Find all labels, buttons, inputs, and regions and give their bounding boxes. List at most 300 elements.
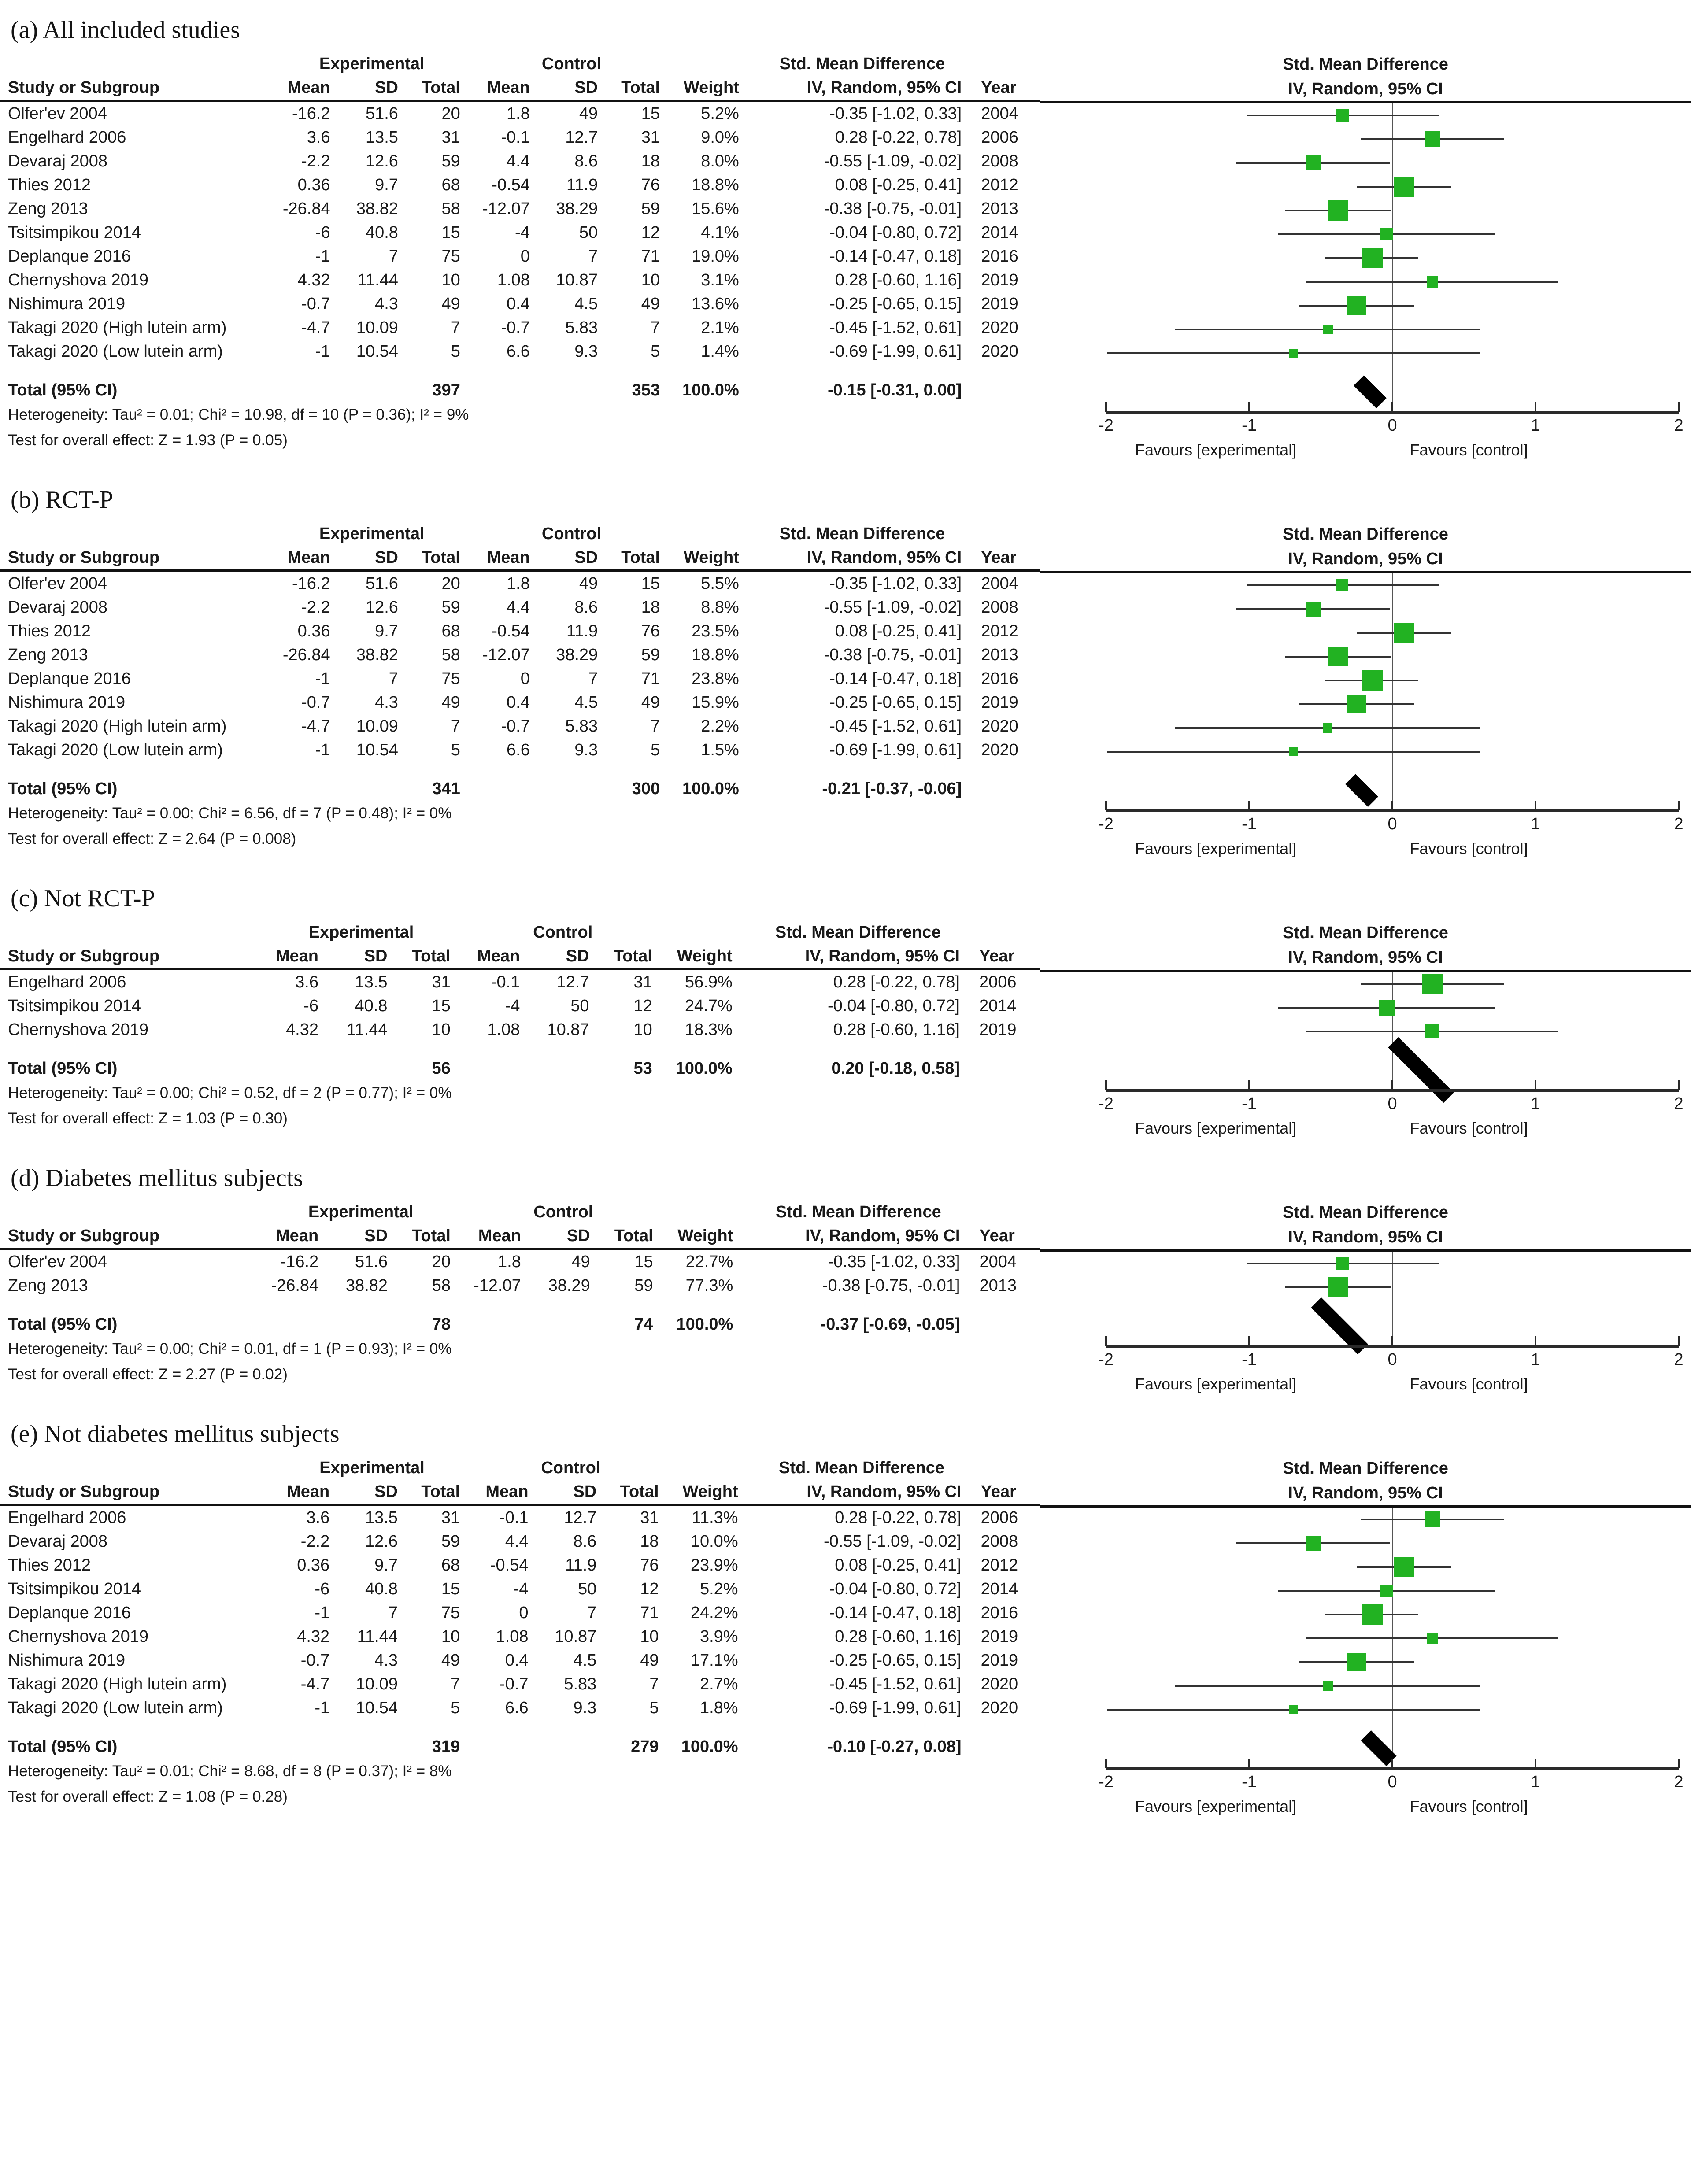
data-table-wrap-a: [0, 52, 1040, 453]
cell-ctl-mean: 1.08: [496, 1627, 529, 1646]
header-ctl-mean: Mean: [462, 1224, 533, 1249]
study-marker-square: [1422, 974, 1443, 994]
cell-exp-sd: 9.7: [375, 622, 398, 640]
cell-total-label: Total (95% CI): [8, 1737, 118, 1756]
table-total-row: [0, 378, 1040, 402]
cell-exp-mean: 0.36: [297, 176, 330, 194]
x-axis-tick: [1678, 1080, 1680, 1090]
cell-study: Devaraj 2008: [8, 1532, 108, 1551]
cell-exp-total: 10: [432, 1020, 451, 1039]
cell-effect: -0.45 [-1.52, 0.61]: [829, 318, 962, 337]
cell-exp-mean: 0.36: [297, 622, 330, 640]
cell-year: 2016: [981, 669, 1018, 688]
heterogeneity-note: Heterogeneity: Tau² = 0.01; Chi² = 8.68, df = 8 (P = 0.37); I² = 8%: [8, 1763, 452, 1780]
cell-ctl-mean: -12.07: [482, 646, 530, 664]
cell-exp-sd: 7: [389, 669, 398, 688]
study-marker-square: [1394, 1557, 1414, 1577]
cell-ctl-total: 59: [641, 646, 660, 664]
cell-effect: -0.04 [-0.80, 0.72]: [829, 1580, 962, 1598]
favours-control-label: Favours [control]: [1410, 839, 1528, 857]
cell-effect: 0.28 [-0.22, 0.78]: [835, 128, 962, 147]
cell-total-ctl-total: 74: [634, 1315, 653, 1334]
spacer-head: [0, 522, 272, 546]
header-effect-measure: Std. Mean Difference: [779, 1459, 945, 1477]
cell-weight: 13.6%: [692, 295, 739, 313]
cell-total-blank4: [533, 1312, 602, 1336]
cell-year: 2019: [981, 693, 1018, 712]
cell-total-blank1: [259, 1312, 330, 1336]
study-marker-square: [1328, 647, 1348, 667]
header-exp-total: Total: [410, 76, 472, 101]
table-group-header-row: [0, 1200, 1040, 1224]
header-effect-method: IV, Random, 95% CI: [750, 1480, 974, 1505]
cell-study: Thies 2012: [8, 1556, 91, 1574]
cell-ctl-total: 76: [641, 176, 660, 194]
cell-exp-sd: 4.3: [375, 693, 398, 712]
cell-exp-total: 7: [451, 1675, 460, 1693]
cell-total-exp-total: 397: [432, 381, 460, 399]
header-exp-sd: SD: [342, 546, 410, 571]
cell-year: 2006: [981, 1508, 1018, 1527]
cell-ctl-mean: -4: [515, 223, 530, 242]
plot-header-title: Std. Mean Difference: [1283, 924, 1448, 942]
panel-title-b: (b) RCT-P: [11, 486, 113, 514]
study-marker-square: [1289, 747, 1298, 756]
study-marker-square: [1323, 325, 1333, 334]
header-exp-sd: SD: [330, 1224, 399, 1249]
x-axis-tick-label: -2: [1099, 815, 1114, 833]
cell-weight: 8.0%: [701, 152, 739, 170]
cell-effect: -0.04 [-0.80, 0.72]: [829, 223, 962, 242]
table-row: [0, 595, 1040, 619]
study-marker-square: [1306, 602, 1321, 616]
cell-effect: 0.08 [-0.25, 0.41]: [835, 1556, 962, 1574]
header-exp-total: Total: [399, 944, 462, 969]
cell-year: 2016: [981, 247, 1018, 266]
cell-exp-mean: -4.7: [301, 318, 330, 337]
summary-diamond: [1388, 1037, 1454, 1103]
cell-exp-total: 59: [441, 598, 460, 617]
header-exp-total: Total: [409, 1480, 471, 1505]
cell-ctl-mean: 1.08: [497, 271, 530, 289]
cell-study: Olfer'ev 2004: [8, 1253, 107, 1271]
x-axis-tick: [1391, 1759, 1393, 1768]
cell-total-exp-total: 319: [432, 1737, 460, 1756]
cell-ctl-total: 71: [641, 669, 660, 688]
cell-total-blank4: [540, 1735, 608, 1759]
cell-weight: 23.5%: [692, 622, 739, 640]
x-axis-tick-label: -2: [1099, 1773, 1114, 1791]
x-axis-tick: [1248, 1080, 1250, 1090]
x-axis-tick-label: -1: [1242, 815, 1257, 833]
table-column-header-row: [0, 546, 1040, 571]
cell-study: Tsitsimpikou 2014: [8, 223, 141, 242]
header-experimental: Experimental: [308, 1203, 414, 1221]
header-ctl-mean: Mean: [471, 1480, 540, 1505]
cell-weight: 56.9%: [685, 973, 733, 991]
x-axis-tick: [1678, 402, 1680, 412]
cell-exp-total: 75: [441, 247, 460, 266]
header-ctl-total: Total: [602, 1224, 665, 1249]
spacer-cell: [0, 1720, 1040, 1735]
header-exp-mean: Mean: [272, 546, 342, 571]
cell-effect: -0.14 [-0.47, 0.18]: [829, 1604, 962, 1622]
cell-ctl-mean: 6.6: [507, 342, 530, 361]
cell-study: Devaraj 2008: [8, 152, 108, 170]
x-axis-tick: [1535, 801, 1536, 810]
header-effect-measure: Std. Mean Difference: [775, 1203, 941, 1221]
x-axis-tick-label: 2: [1674, 1773, 1684, 1791]
x-axis-tick-label: 1: [1531, 1094, 1540, 1113]
favours-control-label: Favours [control]: [1410, 441, 1528, 459]
cell-effect: 0.08 [-0.25, 0.41]: [835, 622, 962, 640]
cell-exp-sd: 12.6: [365, 152, 398, 170]
cell-year: 2004: [979, 1253, 1017, 1271]
cell-ctl-mean: 0: [519, 1604, 529, 1622]
cell-year: 2013: [981, 200, 1018, 218]
cell-exp-mean: -1: [315, 1699, 330, 1717]
study-marker-square: [1425, 1511, 1440, 1527]
study-marker-square: [1362, 670, 1383, 691]
cell-ctl-sd: 5.83: [564, 1675, 597, 1693]
header-experimental: Experimental: [319, 55, 425, 73]
cell-total-blank2: [342, 777, 410, 801]
cell-study: Nishimura 2019: [8, 295, 126, 313]
cell-total-blank3: [462, 1057, 532, 1080]
cell-ctl-sd: 7: [588, 247, 598, 266]
table-row: [0, 268, 1040, 292]
cell-exp-sd: 13.5: [365, 1508, 398, 1527]
cell-total-ctl-total: 53: [633, 1059, 652, 1078]
study-marker-square: [1336, 109, 1349, 122]
cell-weight: 9.0%: [701, 128, 739, 147]
cell-weight: 5.5%: [701, 574, 739, 593]
plot-header-model: IV, Random, 95% CI: [1288, 1484, 1443, 1502]
cell-total-effect: -0.15 [-0.31, 0.00]: [828, 381, 962, 399]
plot-header-title: Std. Mean Difference: [1283, 525, 1448, 543]
table-row: [0, 1696, 1040, 1720]
cell-exp-sd: 11.44: [357, 271, 398, 289]
cell-year: 2020: [981, 318, 1018, 337]
x-axis-tick-label: 2: [1674, 416, 1684, 435]
cell-weight: 18.8%: [692, 646, 739, 664]
cell-year: 2019: [981, 271, 1018, 289]
cell-exp-mean: -16.2: [292, 104, 330, 123]
study-marker-square: [1379, 1000, 1394, 1015]
cell-ctl-sd: 5.83: [565, 318, 598, 337]
forest-plot-canvas: [1040, 573, 1691, 867]
favours-experimental-label: Favours [experimental]: [1135, 1797, 1297, 1815]
table-row: [0, 643, 1040, 667]
table-total-row: [0, 777, 1040, 801]
table-row: [0, 173, 1040, 197]
cell-exp-sd: 51.6: [365, 574, 398, 593]
x-axis-tick: [1105, 801, 1107, 810]
cell-ctl-mean: 0.4: [507, 693, 530, 712]
cell-ctl-mean: 0: [520, 247, 530, 266]
cell-weight: 2.7%: [699, 1675, 738, 1693]
table-row: [0, 316, 1040, 340]
table-row: [0, 1648, 1040, 1672]
table-column-header-row: [0, 1224, 1040, 1249]
cell-ctl-total: 15: [641, 574, 660, 593]
cell-weight: 18.8%: [692, 176, 739, 194]
cell-total-blank2: [330, 1057, 399, 1080]
cell-ctl-mean: 4.4: [507, 152, 530, 170]
panel-gap: [0, 1146, 1691, 1164]
cell-year: 2006: [979, 973, 1017, 991]
cell-total-exp-total: 341: [432, 780, 460, 798]
x-axis-tick: [1678, 1759, 1680, 1768]
cell-exp-sd: 7: [389, 247, 398, 266]
header-ctl-total: Total: [609, 546, 671, 571]
cell-exp-mean: 0.36: [297, 1556, 330, 1574]
header-weight: Weight: [664, 944, 744, 969]
cell-weight: 15.9%: [692, 693, 739, 712]
header-year-blank: [972, 1200, 1040, 1224]
panel-c: [0, 884, 1691, 1146]
study-marker-square: [1427, 1633, 1438, 1644]
plot-header-model: IV, Random, 95% CI: [1288, 1228, 1443, 1246]
forest-plot-canvas: [1040, 1252, 1691, 1402]
cell-ctl-total: 18: [641, 598, 660, 617]
spacer-cell: [0, 363, 1040, 378]
x-axis-tick: [1678, 1336, 1680, 1346]
cell-exp-total: 31: [441, 1508, 460, 1527]
study-marker-square: [1336, 1257, 1349, 1271]
study-marker-square: [1347, 695, 1366, 713]
cell-study: Tsitsimpikou 2014: [8, 1580, 141, 1598]
data-table-wrap-e: [0, 1456, 1040, 1810]
cell-ctl-total: 7: [650, 318, 660, 337]
cell-exp-total: 20: [441, 104, 460, 123]
cell-total-blank1: [272, 378, 342, 402]
study-marker-square: [1425, 1024, 1439, 1038]
cell-weight: 23.9%: [690, 1556, 738, 1574]
cell-total-year: [972, 1057, 1040, 1080]
cell-ctl-mean: 6.6: [505, 1699, 529, 1717]
header-weight-blank: [665, 1200, 745, 1224]
table-spacer-row: [0, 1042, 1040, 1057]
table-row: [0, 292, 1040, 316]
cell-ctl-total: 10: [640, 1627, 659, 1646]
cell-weight: 4.1%: [701, 223, 739, 242]
favours-experimental-label: Favours [experimental]: [1135, 1375, 1297, 1393]
cell-year: 2008: [981, 152, 1018, 170]
cell-exp-sd: 38.82: [356, 646, 398, 664]
data-table-wrap-d: [0, 1200, 1040, 1387]
x-axis-tick: [1678, 801, 1680, 810]
cell-ctl-mean: -0.1: [501, 128, 530, 147]
cell-exp-total: 59: [441, 1532, 460, 1551]
cell-effect: 0.28 [-0.60, 1.16]: [835, 271, 962, 289]
data-table-d: [0, 1200, 1040, 1336]
cell-exp-sd: 10.09: [355, 1675, 398, 1693]
header-study: Study or Subgroup: [0, 1224, 259, 1249]
cell-effect: -0.69 [-1.99, 0.61]: [829, 741, 962, 759]
study-marker-square: [1380, 228, 1393, 240]
header-weight: Weight: [671, 76, 751, 101]
cell-total-year: [974, 1735, 1040, 1759]
table-row: [0, 340, 1040, 363]
cell-exp-sd: 9.7: [375, 176, 398, 194]
header-year-blank: [974, 52, 1040, 76]
plot-header-model: IV, Random, 95% CI: [1288, 80, 1443, 98]
cell-exp-mean: -26.84: [282, 200, 330, 218]
cell-weight: 5.2%: [701, 104, 739, 123]
header-exp-mean: Mean: [272, 76, 342, 101]
cell-year: 2020: [981, 741, 1018, 759]
table-row: [0, 101, 1040, 126]
cell-ctl-mean: -0.54: [490, 1556, 529, 1574]
study-marker-square: [1306, 1536, 1321, 1551]
header-ctl-total: Total: [609, 76, 671, 101]
panel-e: [0, 1420, 1691, 1825]
forest-plot-canvas: [1040, 103, 1691, 468]
header-effect-method: IV, Random, 95% CI: [751, 546, 974, 571]
header-control: Control: [541, 1459, 601, 1477]
cell-effect: 0.28 [-0.22, 0.78]: [833, 973, 960, 991]
cell-effect: -0.55 [-1.09, -0.02]: [823, 1532, 962, 1551]
x-axis-tick: [1248, 1759, 1250, 1768]
heterogeneity-note: Heterogeneity: Tau² = 0.00; Chi² = 6.56, df = 7 (P = 0.48); I² = 0%: [8, 805, 452, 822]
cell-effect: -0.14 [-0.47, 0.18]: [829, 247, 962, 266]
cell-effect: -0.69 [-1.99, 0.61]: [829, 1699, 962, 1717]
table-spacer-row: [0, 1720, 1040, 1735]
header-year-blank: [972, 920, 1040, 944]
cell-exp-total: 5: [451, 342, 460, 361]
study-marker-square: [1347, 296, 1366, 315]
cell-year: 2020: [981, 1675, 1018, 1693]
cell-year: 2013: [979, 1276, 1017, 1295]
cell-study: Zeng 2013: [8, 200, 88, 218]
cell-study: Takagi 2020 (Low lutein arm): [8, 741, 223, 759]
overall-effect-note: Test for overall effect: Z = 1.93 (P = 0.05): [8, 432, 288, 449]
header-exp-mean: Mean: [259, 1224, 330, 1249]
header-ctl-total: Total: [601, 944, 664, 969]
cell-exp-sd: 13.5: [355, 973, 388, 991]
cell-weight: 5.2%: [699, 1580, 738, 1598]
favours-experimental-label: Favours [experimental]: [1135, 1119, 1297, 1137]
cell-effect: -0.35 [-1.02, 0.33]: [828, 1253, 960, 1271]
header-effect-measure: Std. Mean Difference: [775, 923, 941, 942]
cell-total-blank3: [472, 378, 541, 402]
cell-exp-mean: -0.7: [300, 1651, 330, 1670]
table-row: [0, 1530, 1040, 1553]
data-table-e: [0, 1456, 1040, 1759]
cell-ctl-total: 71: [641, 247, 660, 266]
cell-ctl-total: 49: [641, 295, 660, 313]
cell-total-exp-total: 56: [432, 1059, 451, 1078]
cell-year: 2013: [981, 646, 1018, 664]
cell-study: Thies 2012: [8, 622, 91, 640]
header-effect-method: IV, Random, 95% CI: [744, 944, 972, 969]
cell-ctl-sd: 4.5: [574, 693, 598, 712]
cell-ctl-mean: 4.4: [505, 1532, 529, 1551]
cell-year: 2008: [981, 598, 1018, 617]
cell-exp-mean: 3.6: [295, 973, 318, 991]
favours-control-label: Favours [control]: [1410, 1375, 1528, 1393]
cell-exp-total: 31: [432, 973, 451, 991]
header-ctl-sd: SD: [541, 546, 609, 571]
cell-ctl-mean: -4: [513, 1580, 529, 1598]
panel-title-c: (c) Not RCT-P: [11, 885, 155, 912]
favours-experimental-label: Favours [experimental]: [1135, 441, 1297, 459]
cell-study: Tsitsimpikou 2014: [8, 997, 141, 1015]
study-marker-square: [1347, 1653, 1366, 1672]
header-exp-mean: Mean: [273, 1480, 341, 1505]
cell-total-blank2: [342, 378, 410, 402]
cell-year: 2006: [981, 128, 1018, 147]
cell-study: Olfer'ev 2004: [8, 104, 107, 123]
x-axis-tick-label: 1: [1531, 815, 1540, 833]
cell-effect: 0.28 [-0.22, 0.78]: [835, 1508, 962, 1527]
cell-year: 2004: [981, 574, 1018, 593]
table-group-header-row: [0, 1456, 1040, 1480]
cell-exp-sd: 10.54: [356, 741, 398, 759]
table-row: [0, 691, 1040, 714]
x-axis-tick-label: 0: [1388, 1773, 1397, 1791]
cell-study: Nishimura 2019: [8, 693, 126, 712]
cell-year: 2019: [981, 1651, 1018, 1670]
cell-exp-total: 58: [432, 1276, 451, 1295]
table-row: [0, 969, 1040, 994]
cell-exp-mean: -4.7: [301, 717, 330, 735]
cell-weight: 24.2%: [690, 1604, 738, 1622]
cell-ctl-sd: 12.7: [556, 973, 589, 991]
header-control: Control: [541, 55, 601, 73]
header-weight: Weight: [670, 1480, 750, 1505]
data-table-a: [0, 52, 1040, 402]
cell-study: Deplanque 2016: [8, 669, 131, 688]
cell-ctl-mean: 0.4: [505, 1651, 529, 1670]
cell-ctl-total: 15: [634, 1253, 653, 1271]
cell-total-blank2: [341, 1735, 409, 1759]
cell-exp-sd: 13.5: [365, 128, 398, 147]
cell-exp-sd: 10.09: [356, 318, 398, 337]
cell-total-year: [972, 1312, 1040, 1336]
header-exp-sd: SD: [330, 944, 399, 969]
cell-exp-mean: 3.6: [307, 128, 330, 147]
cell-year: 2004: [981, 104, 1018, 123]
header-experimental: Experimental: [308, 923, 414, 942]
cell-study: Takagi 2020 (High lutein arm): [8, 717, 227, 735]
cell-ctl-sd: 9.3: [573, 1699, 597, 1717]
spacer-head: [0, 1200, 259, 1224]
cell-effect: -0.38 [-0.75, -0.01]: [824, 646, 962, 664]
cell-effect: -0.35 [-1.02, 0.33]: [829, 104, 962, 123]
cell-exp-total: 68: [441, 1556, 460, 1574]
cell-exp-total: 58: [441, 646, 460, 664]
header-weight-blank: [664, 920, 744, 944]
header-weight: Weight: [671, 546, 751, 571]
x-axis-tick-label: 2: [1674, 815, 1684, 833]
x-axis-tick: [1535, 1336, 1536, 1346]
header-study: Study or Subgroup: [0, 546, 272, 571]
study-marker-square: [1323, 1681, 1333, 1691]
cell-exp-sd: 40.8: [355, 997, 388, 1015]
plot-header-model: IV, Random, 95% CI: [1288, 550, 1443, 568]
table-column-header-row: [0, 944, 1040, 969]
cell-weight: 1.8%: [699, 1699, 738, 1717]
cell-study: Engelhard 2006: [8, 973, 126, 991]
cell-ctl-mean: 4.4: [507, 598, 530, 617]
cell-exp-total: 7: [451, 318, 460, 337]
forest-plot-e: [1040, 1456, 1691, 1825]
panel-body-b: [0, 522, 1691, 867]
cell-exp-sd: 4.3: [374, 1651, 398, 1670]
cell-ctl-mean: -12.07: [482, 200, 530, 218]
